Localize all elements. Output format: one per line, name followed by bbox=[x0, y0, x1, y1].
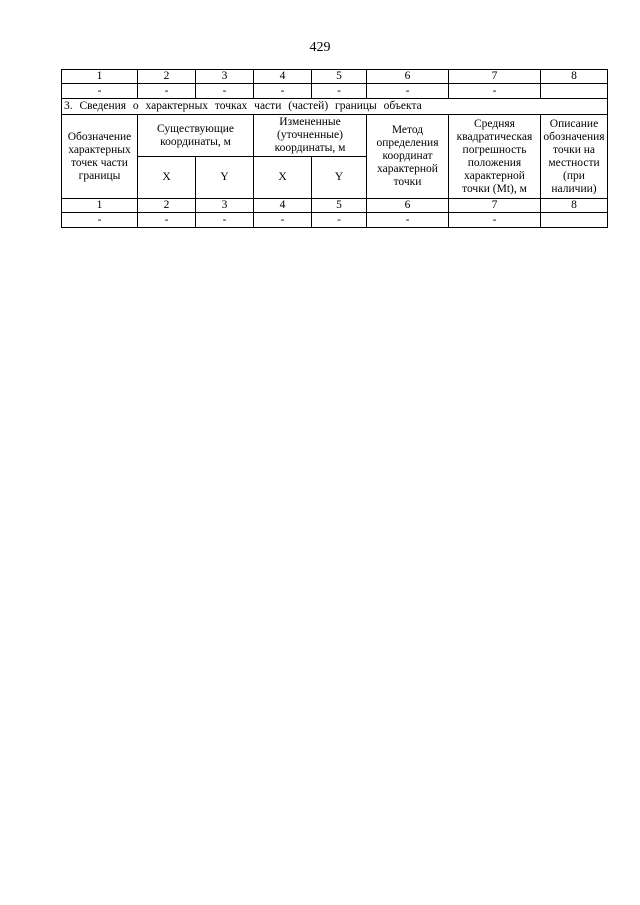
page-number: 429 bbox=[309, 40, 331, 55]
column-number: 3 bbox=[196, 70, 254, 84]
header-row bbox=[62, 115, 608, 157]
table-cell: - bbox=[312, 213, 367, 228]
header-changed-coordinates: Измененные (уточненные) координаты, м bbox=[254, 115, 367, 157]
header-x-existing: X bbox=[138, 157, 196, 199]
table-cell: - bbox=[449, 213, 541, 228]
column-number: 1 bbox=[62, 199, 138, 213]
header-y-changed: Y bbox=[312, 157, 367, 199]
column-numbers-row bbox=[62, 70, 608, 84]
column-number: 5 bbox=[312, 199, 367, 213]
column-number: 2 bbox=[138, 199, 196, 213]
column-numbers-row bbox=[62, 199, 608, 213]
column-number: 6 bbox=[367, 199, 449, 213]
column-number: 4 bbox=[254, 199, 312, 213]
table-cell: - bbox=[138, 213, 196, 228]
section-title-row bbox=[62, 99, 608, 115]
header-existing-coordinates: Существующие координаты, м bbox=[138, 115, 254, 157]
table-cell bbox=[541, 213, 608, 228]
column-number: 3 bbox=[196, 199, 254, 213]
column-number: 8 bbox=[541, 70, 608, 84]
table-cell: - bbox=[367, 213, 449, 228]
column-number: 1 bbox=[62, 70, 138, 84]
header-method: Метод определения координат характерной точки bbox=[367, 115, 449, 199]
header-y-existing: Y bbox=[196, 157, 254, 199]
column-number: 6 bbox=[367, 70, 449, 84]
table-row bbox=[62, 213, 608, 228]
column-number: 8 bbox=[541, 199, 608, 213]
column-number: 7 bbox=[449, 199, 541, 213]
table-cell: - bbox=[138, 84, 196, 99]
table-cell: - bbox=[62, 84, 138, 99]
header-x-changed: X bbox=[254, 157, 312, 199]
header-mean-error: Средняя квадратическая погрешность положения характерной точки (Mt), м bbox=[449, 115, 541, 199]
table-cell: - bbox=[254, 84, 312, 99]
header-description: Описание обозначения точки на местности (при наличии) bbox=[541, 115, 608, 199]
boundary-points-table bbox=[61, 69, 608, 228]
table-cell: - bbox=[367, 84, 449, 99]
column-number: 7 bbox=[449, 70, 541, 84]
table-cell: - bbox=[312, 84, 367, 99]
table-cell: - bbox=[196, 84, 254, 99]
table-cell: - bbox=[62, 213, 138, 228]
column-number: 5 bbox=[312, 70, 367, 84]
table-cell bbox=[541, 84, 608, 99]
section-title: 3. Сведения о характерных точках части (частей) границы объекта bbox=[62, 99, 608, 115]
header-point-designation: Обозначение характерных точек части границы bbox=[62, 115, 138, 199]
table-cell: - bbox=[196, 213, 254, 228]
table-row bbox=[62, 84, 608, 99]
table-cell: - bbox=[254, 213, 312, 228]
column-number: 4 bbox=[254, 70, 312, 84]
column-number: 2 bbox=[138, 70, 196, 84]
table-cell: - bbox=[449, 84, 541, 99]
